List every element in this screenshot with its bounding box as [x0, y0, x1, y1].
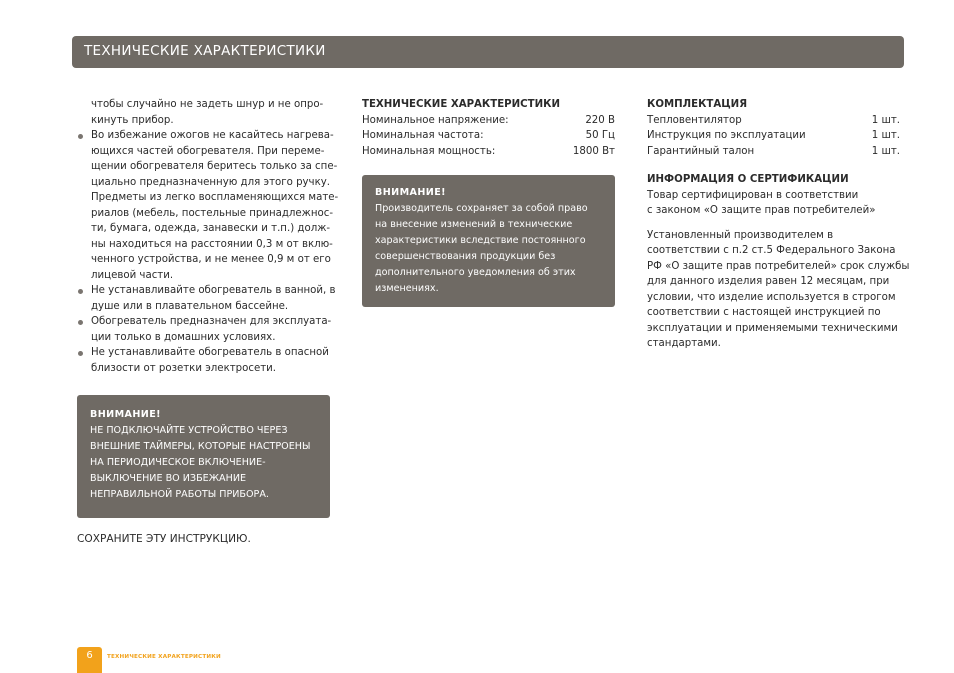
column-specs: [362, 97, 615, 159]
spec-value: 1800 Вт: [572, 145, 615, 157]
bullet-icon: [78, 351, 83, 356]
kit-row: [647, 128, 900, 144]
notice-line: дополнительного уведомления об этих: [375, 267, 576, 278]
notice-box: [362, 175, 615, 307]
cert-title: ИНФОРМАЦИЯ О СЕРТИФИКАЦИИ: [647, 174, 849, 185]
kit-row: [647, 144, 900, 160]
list-item: Обогреватель предназначен для эксплуата- ции только в домашних условиях.: [77, 314, 332, 345]
notice-line: на внесение изменений в технические: [375, 219, 573, 230]
notice-line: совершенствования продукции без: [375, 251, 556, 262]
notice-line: Производитель сохраняет за собой право: [375, 203, 588, 214]
spec-row: [362, 113, 615, 129]
bullet-icon: [78, 320, 83, 325]
cert-text: Товар сертифицирован в соответствии с законом «О защите прав потребителей»: [647, 189, 876, 216]
specs-title: ТЕХНИЧЕСКИЕ ХАРАКТЕРИСТИКИ: [362, 99, 560, 110]
header-bar: [72, 36, 904, 68]
intro-text: чтобы случайно не задеть шнур и не опро- кинуть прибор.: [91, 99, 324, 126]
spec-label: Номинальная частота:: [362, 130, 484, 141]
list-item: Не устанавливайте обогреватель в опасной близости от розетки электросети.: [77, 345, 332, 376]
warning-title: ВНИМАНИЕ!: [90, 409, 161, 420]
kit-value: 1 шт.: [871, 130, 900, 141]
warning-line: ВЫКЛЮЧЕНИЕ ВО ИЗБЕЖАНИЕ: [90, 473, 247, 484]
notice-title: ВНИМАНИЕ!: [375, 187, 446, 198]
column-safety: [77, 97, 339, 376]
spec-label: Номинальное напряжение:: [362, 114, 509, 126]
list-item: Не устанавливайте обогреватель в ванной, в душе или в плавательном бассейне.: [77, 283, 332, 314]
list-item: Во избежание ожогов не касайтесь нагрева- ющихся частей обогревателя. При переме- щении обогревателя беритесь только за спе- циально предназначенную для этого ручку. Предметы из легко воспламеняющихся мате- риалов (мебель, постельные принадлежнос- ти, бумага, одежда, занавески и т.п.) долж- ны находиться на расстоянии 0,3 м от вклю- ченного устройства, и не менее 0,9 м от его лицевой части.: [77, 128, 332, 283]
service-life-text: Установленный производителем в соответствии с п.2 ст.5 Федерального Закона РФ «О защите прав потребителей» срок службы для данного изделия равен 12 месяцам, при условии, что изделие используется в строгом соответствии с настоящей инструкцией по эксплуатации и применяемыми техническими стандартами.: [647, 229, 910, 349]
notice-line: изменениях.: [375, 283, 439, 294]
bullet-icon: [78, 289, 83, 294]
save-instructions-text: СОХРАНИТЕ ЭТУ ИНСТРУКЦИЮ.: [77, 533, 251, 545]
bullet-icon: [78, 134, 83, 139]
page-number: 6: [77, 647, 102, 673]
kit-label: Инструкция по эксплуатации: [647, 130, 806, 141]
spec-value: 50 Гц: [585, 130, 615, 141]
warning-box: [77, 395, 330, 518]
warning-line: НЕ ПОДКЛЮЧАЙТЕ УСТРОЙСТВО ЧЕРЕЗ: [90, 425, 288, 436]
footer-section-label: ТЕХНИЧЕСКИЕ ХАРАКТЕРИСТИКИ: [107, 654, 221, 660]
kit-row: [647, 113, 900, 129]
kit-label: Тепловентилятор: [647, 114, 742, 126]
spec-value: 220 В: [585, 114, 615, 126]
column-kit-cert: [647, 97, 910, 352]
kit-label: Гарантийный талон: [647, 145, 755, 157]
kit-value: 1 шт.: [871, 114, 900, 126]
warning-line: НА ПЕРИОДИЧЕСКОЕ ВКЛЮЧЕНИЕ-: [90, 457, 266, 468]
spec-row: [362, 128, 615, 144]
warning-line: НЕПРАВИЛЬНОЙ РАБОТЫ ПРИБОРА.: [90, 489, 269, 500]
spec-row: [362, 144, 615, 160]
spec-label: Номинальная мощность:: [362, 145, 496, 157]
safety-list: [77, 128, 339, 376]
kit-value: 1 шт.: [871, 145, 900, 157]
kit-title: КОМПЛЕКТАЦИЯ: [647, 99, 748, 110]
warning-line: ВНЕШНИЕ ТАЙМЕРЫ, КОТОРЫЕ НАСТРОЕНЫ: [90, 441, 311, 452]
page-title: ТЕХНИЧЕСКИЕ ХАРАКТЕРИСТИКИ: [84, 43, 326, 59]
notice-line: характеристики вследствие постоянного: [375, 235, 586, 246]
